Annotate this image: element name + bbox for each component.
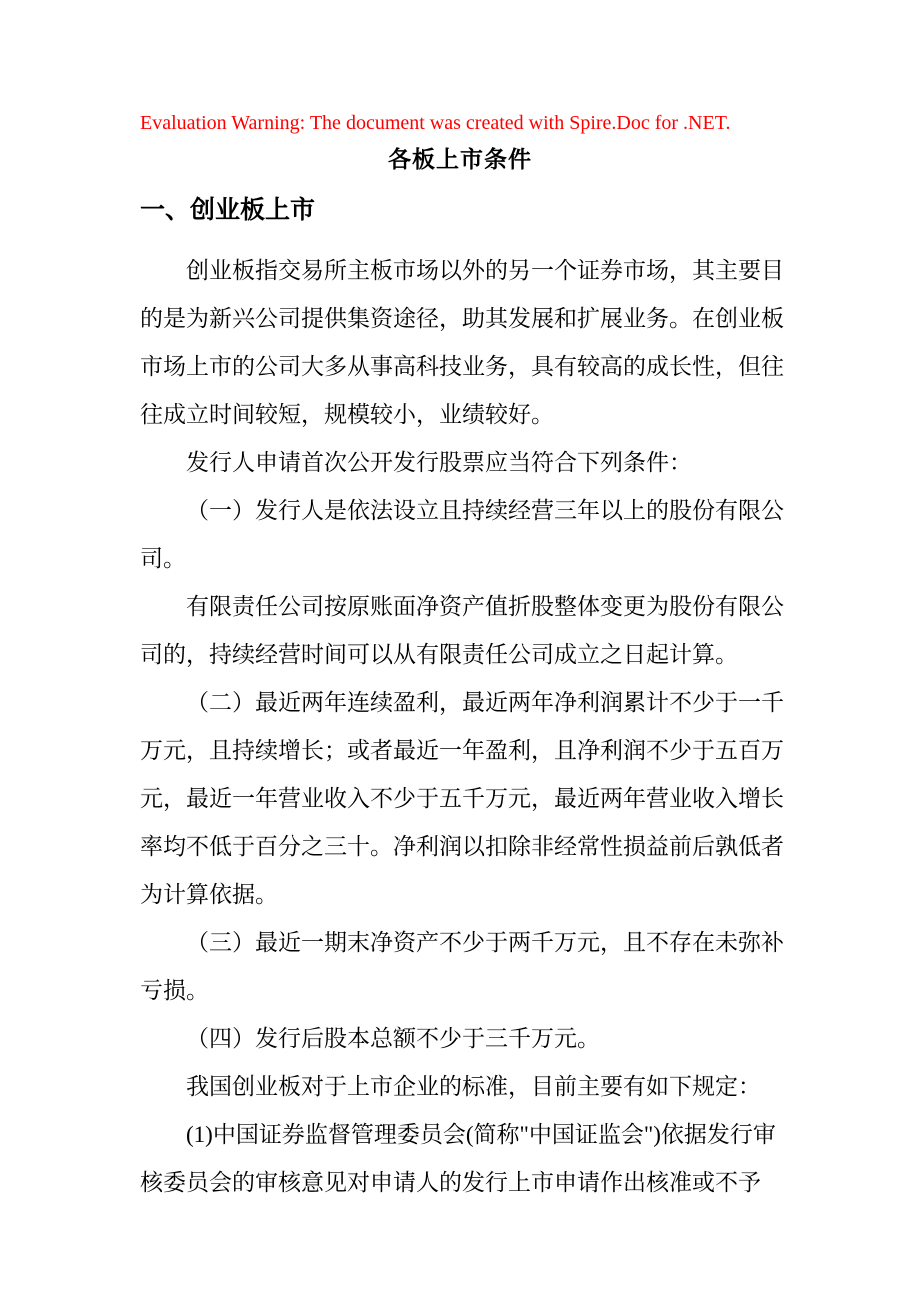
paragraph: [140, 679, 800, 919]
paragraph: [140, 487, 800, 583]
paragraph: [140, 1111, 800, 1207]
paragraph: [140, 583, 800, 679]
paragraph-line: (1)中国证券监督管理委员会(简称"中国证监会")依据发行审: [186, 1122, 776, 1147]
paragraph-line: 司。: [140, 546, 186, 571]
paragraph: [140, 919, 800, 1015]
paragraph-line: 创业板指交易所主板市场以外的另一个证券市场，其主要目: [186, 258, 784, 283]
paragraph: [140, 1015, 800, 1063]
paragraph-line: （二）最近两年连续盈利，最近两年净利润累计不少于一千: [186, 690, 784, 715]
paragraph-line: 率均不低于百分之三十。净利润以扣除非经常性损益前后孰低者: [140, 834, 784, 859]
paragraph-line: 核委员会的审核意见对申请人的发行上市申请作出核准或不予: [140, 1170, 761, 1195]
paragraph-line: 元，最近一年营业收入不少于五千万元，最近两年营业收入增长: [140, 786, 784, 811]
evaluation-warning-text: Evaluation Warning: The document was created with Spire.Doc for .NET.: [140, 112, 731, 134]
paragraph-line: （三）最近一期末净资产不少于两千万元，且不存在未弥补: [186, 930, 784, 955]
paragraph-line: （一）发行人是依法设立且持续经营三年以上的股份有限公: [186, 498, 784, 523]
paragraph-line: 亏损。: [140, 978, 209, 1003]
document-title: 各板上市条件: [388, 147, 532, 172]
paragraph-line: 我国创业板对于上市企业的标准，目前主要有如下规定：: [186, 1074, 761, 1099]
paragraph-line: 司的，持续经营时间可以从有限责任公司成立之日起计算。: [140, 642, 738, 667]
paragraph-line: 万元，且持续增长；或者最近一年盈利，且净利润不少于五百万: [140, 738, 784, 763]
paragraph-line: 发行人申请首次公开发行股票应当符合下列条件：: [186, 450, 692, 475]
document-body: [140, 247, 800, 1207]
section-heading: 一、创业板上市: [140, 197, 316, 224]
paragraph-line: 有限责任公司按原账面净资产值折股整体变更为股份有限公: [186, 594, 784, 619]
paragraph: [140, 247, 800, 439]
paragraph-line: 往成立时间较短，规模较小，业绩较好。: [140, 402, 554, 427]
paragraph-line: 的是为新兴公司提供集资途径，助其发展和扩展业务。在创业板: [140, 306, 784, 331]
paragraph: [140, 439, 800, 487]
paragraph: [140, 1063, 800, 1111]
paragraph-line: 市场上市的公司大多从事高科技业务，具有较高的成长性，但往: [140, 354, 784, 379]
paragraph-line: 为计算依据。: [140, 882, 278, 907]
paragraph-line: （四）发行后股本总额不少于三千万元。: [186, 1026, 600, 1051]
